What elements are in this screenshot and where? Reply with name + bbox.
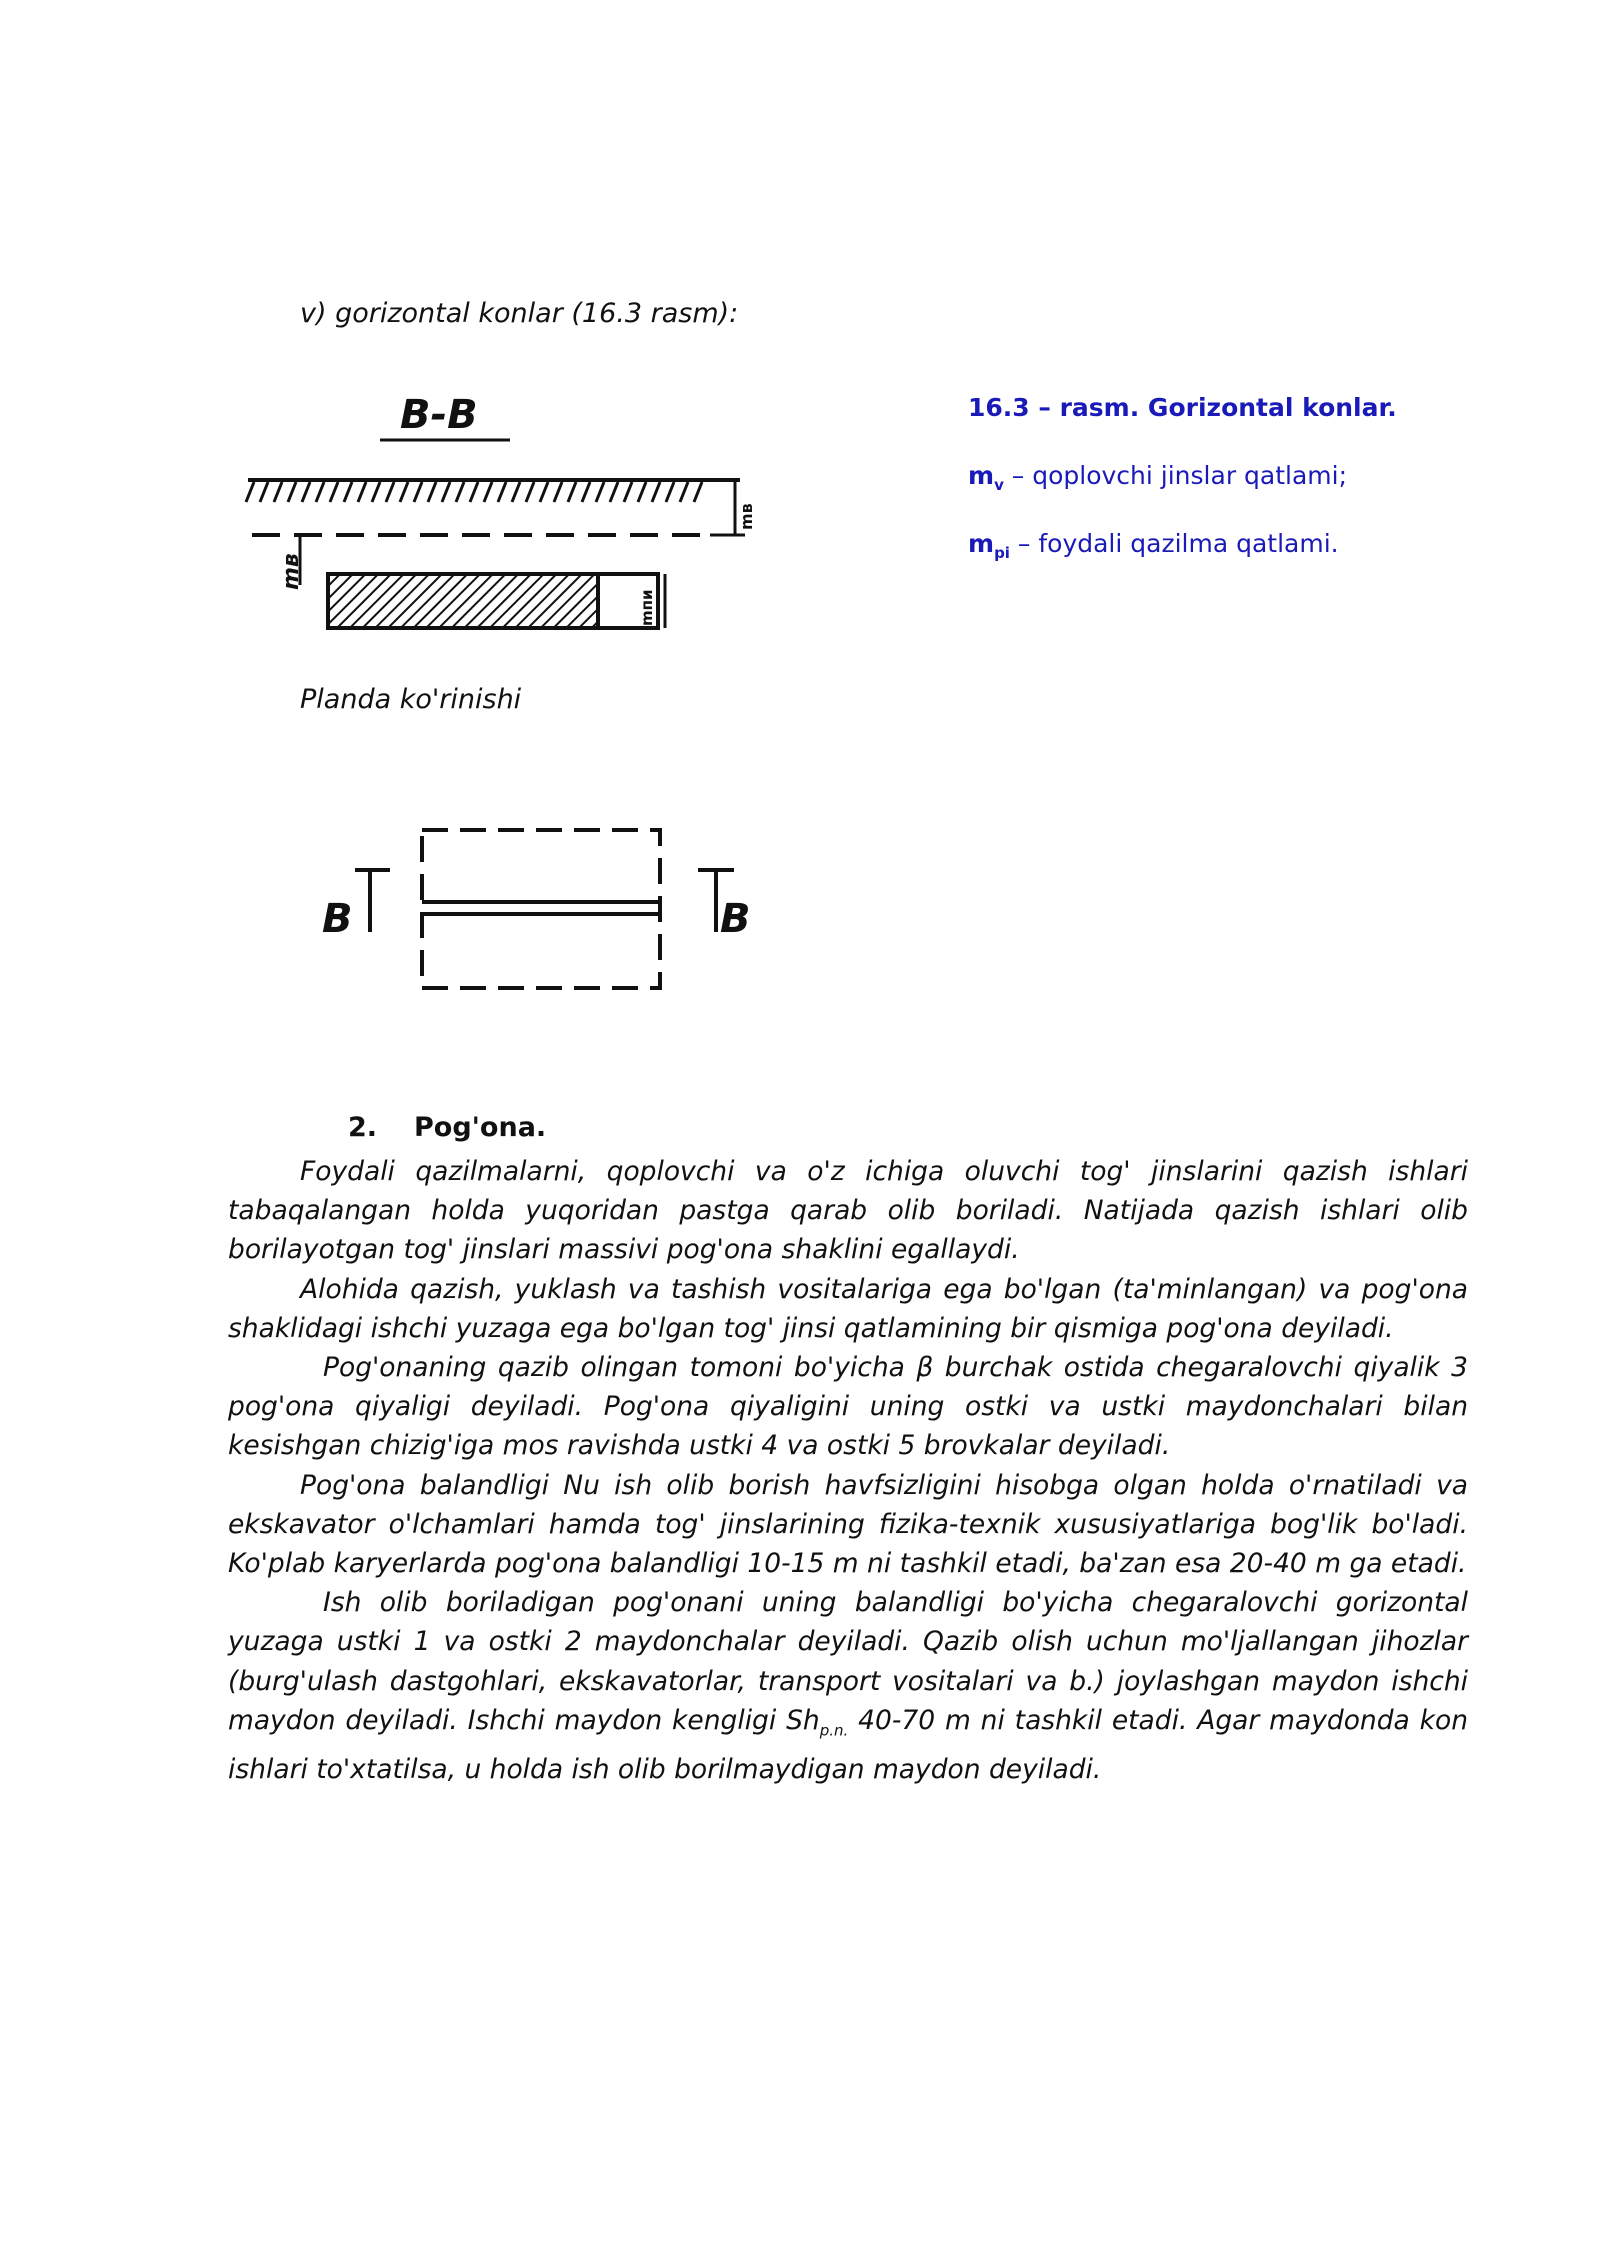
mineral-right-label: mпи [638, 589, 656, 626]
paragraph-1: Foydali qazilmalarni, qoplovchi va o'z ichiga oluvchi tog' jinslarini qazish ishlari tabaqalangan holda yuqoridan pastga qarab olib boriladi. Natijada qazish ishlari olib borilayotgan tog' jinslari massivi pog'ona shaklini egallaydi. [228, 1156, 1468, 1266]
section-number: 2. [348, 1112, 378, 1143]
section-mark-left: B [322, 896, 353, 942]
paragraph-3: Pog'onaning qazib olingan tomoni bo'yicha β burchak ostida chegaralovchi qiyalik 3 pog'ona qiyaligi deyiladi. Pog'ona qiyaligini uning ostki va ustki maydonchalari bilan kesishgan chizig'iga mos ravishda ustki 4 va ostki 5 brovkalar deyiladi. [228, 1352, 1468, 1462]
section-title: B-B [400, 392, 478, 438]
mineral-layer [328, 574, 598, 628]
overburden-right-label: mв [737, 503, 756, 530]
paragraph-2: Alohida qazish, yuklash va tashish vositalariga ega bo'lgan (ta'minlangan) va pog'ona shaklidagi ishchi yuzaga ega bo'lgan tog' jinsi qatlamining bir qismiga pog'ona deyiladi. [228, 1273, 1468, 1344]
figure-intro-heading: v) gorizontal konlar (16.3 rasm): [300, 298, 739, 329]
caption-legend-mv: $m_v$ – qoplovchi jinslar qatlami; [968, 461, 1348, 494]
paragraph-5: Ish olib boriladigan pog'onani uning balandligi bo'yicha chegaralovchi gorizontal yuzaga ustki 1 va ostki 2 maydonchalar deyiladi. Qazib olish uchun mo'ljallangan jihozlar (burg'ulash dastgohlari, ekskavatorlar, transport vositalari va b.) joylashgan maydon ishchi maydon deyiladi. Ishchi maydon kengligi $Sh_{p.n.}$ 40-70 m ni tashkil etadi. Agar maydonda kon ishlari to'xtatilsa, u holda ish olib borilmaydigan maydon deyiladi. [228, 1587, 1468, 1786]
caption-title: 16.3 – rasm. Gorizontal konlar. [968, 393, 1397, 422]
paragraph-4: Pog'ona balandligi Nu ish olib borish havfsizligini hisobga olgan holda o'rnatiladi va ekskavator o'lchamlari hamda tog' jinslarining fizika-texnik xususiyatlariga bog'lik bo'ladi. Ko'plab karyerlarda pog'ona balandligi 10-15 m ni tashkil etadi, ba'zan esa 20-40 m ga etadi. [228, 1469, 1468, 1580]
plan-view-figure [300, 820, 760, 995]
plan-view-label: Planda ko'rinishi [300, 684, 522, 715]
section-mark-right: B [720, 896, 751, 942]
ground-hatch-ticks [246, 482, 702, 502]
deposit-outline-dashed [422, 830, 660, 988]
body-text [228, 1152, 1468, 1790]
section-heading [348, 1110, 546, 1146]
section-view-figure [240, 380, 760, 640]
caption-legend-mpi: $m_{pi}$ – foydali qazilma qatlami. [968, 529, 1339, 562]
overburden-left-label: mв [279, 553, 304, 590]
section-title: Pog'ona. [414, 1112, 547, 1143]
figure-caption [968, 388, 1428, 592]
